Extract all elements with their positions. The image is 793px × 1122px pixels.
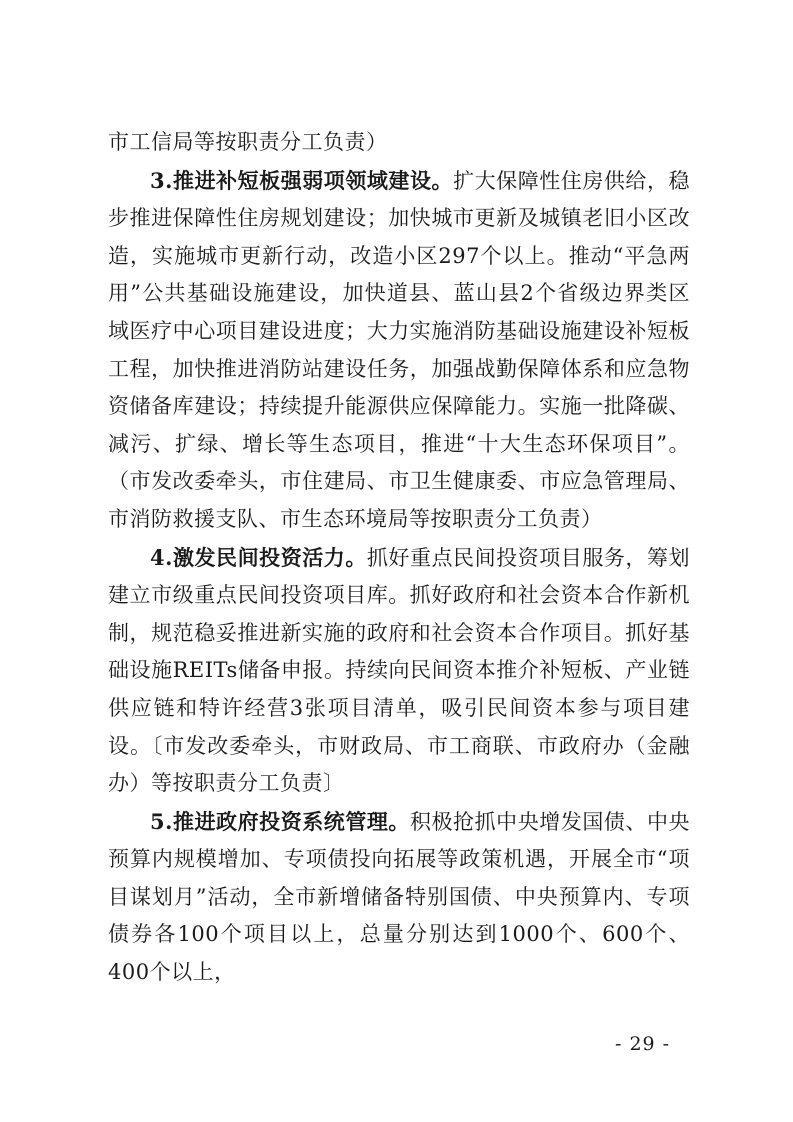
continuation-text: 市工信局等按职责分工负责）	[108, 130, 388, 154]
body-text	[108, 124, 690, 992]
section-heading: 5.推进政府投资系统管理。	[150, 808, 410, 834]
section-heading: 3.推进补短板强弱项领域建设。	[150, 167, 454, 193]
section-body: 积极抢抓中央增发国债、中央预算内规模增加、专项债投向拓展等政策机遇，开展全市“项目谋划月”活动，全市新增储备特别国债、中央预算内、专项债券各100个项目以上，总量分别达到1000个、600个、400个以上，	[108, 809, 691, 985]
page-number: - 29 -	[615, 1033, 671, 1055]
section-3	[108, 162, 690, 539]
section-heading: 4.激发民间投资活力。	[150, 544, 367, 570]
section-4	[108, 539, 690, 803]
section-body: 抓好重点民间投资项目服务，筹划建立市级重点民间投资项目库。抓好政府和社会资本合作新机制，规范稳妥推进新实施的政府和社会资本合作项目。抓好基础设施REITs储备申报。持续向民间资本推介补短板、产业链供应链和特许经营3张项目清单，吸引民间资本参与项目建设。〔市发改委牵头，市财政局、市工商联、市政府办（金融办）等按职责分工负责〕	[108, 545, 690, 796]
section-5	[108, 803, 690, 992]
section-body: 扩大保障性住房供给，稳步推进保障性住房规划建设；加快城市更新及城镇老旧小区改造，实施城市更新行动，改造小区297个以上。推动“平急两用”公共基础设施建设，加快道县、蓝山县2个省级边界类区域医疗中心项目建设进度；大力实施消防基础设施建设补短板工程，加快推进消防站建设任务，加强战勤保障体系和应急物资储备库建设；持续提升能源供应保障能力。实施一批降碳、减污、扩绿、增长等生态项目，推进“十大生态环保项目”。（市发改委牵头，市住建局、市卫生健康委、市应急管理局、市消防救援支队、市生态环境局等按职责分工负责）	[108, 168, 691, 531]
